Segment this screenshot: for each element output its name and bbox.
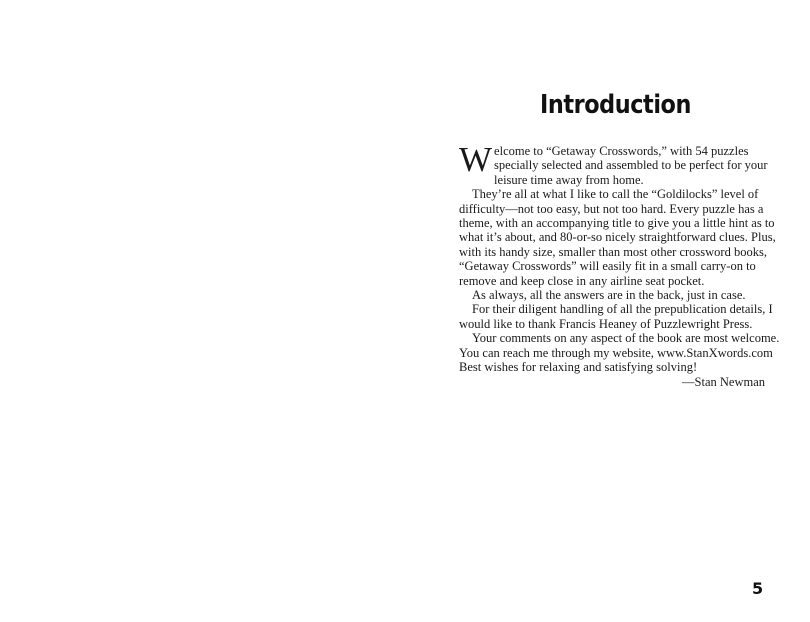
body-line: with its handy size, smaller than most other crossword books, (459, 244, 767, 259)
introduction-body (459, 140, 780, 389)
body-line: remove and keep close in any airline seat pocket. (459, 273, 705, 288)
body-line: You can reach me through my website, www.StanXwords.com (459, 345, 773, 360)
body-line: Best wishes for relaxing and satisfying solving! (459, 360, 698, 375)
intro-line: specially selected and assembled to be perfect for your (494, 158, 768, 173)
signature: —Stan Newman (682, 374, 765, 389)
body-line: For their diligent handling of all the prepublication details, I (472, 302, 773, 317)
page-title: Introduction (540, 90, 691, 120)
body-line: difficulty—not too easy, but not too hard. Every puzzle has a (459, 201, 764, 216)
body-line: They’re all at what I like to call the “Goldilocks” level of (472, 187, 759, 202)
body-line: theme, with an accompanying title to give you a little hint as to (459, 216, 775, 231)
body-line: what it’s about, and 80-or-so nicely straightforward clues. Plus, (459, 230, 776, 245)
body-line: As always, all the answers are in the back, just in case. (472, 288, 746, 303)
page-number: 5 (752, 579, 764, 598)
paragraph-lines (459, 172, 780, 375)
body-line: leisure time away from home. (494, 172, 644, 187)
body-line: would like to thank Francis Heaney of Puzzlewright Press. (459, 316, 753, 331)
body-line: “Getaway Crosswords” will easily fit in a small carry-on to (459, 259, 756, 274)
drop-cap: W (459, 140, 493, 179)
body-line: Your comments on any aspect of the book are most welcome. (472, 331, 780, 346)
intro-line: elcome to “Getaway Crosswords,” with 54 puzzles (494, 144, 749, 158)
